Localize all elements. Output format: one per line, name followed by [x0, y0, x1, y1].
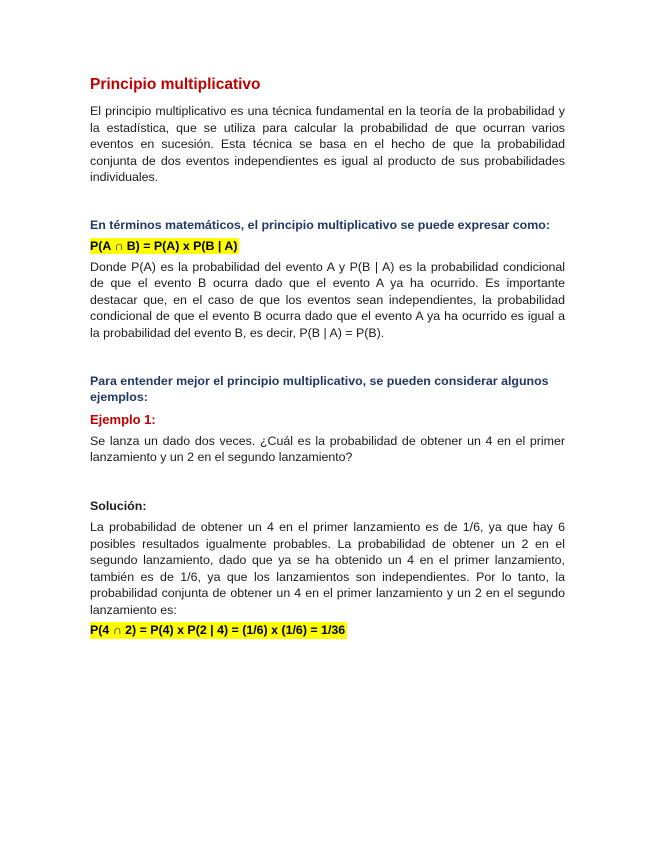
solution-paragraph: La probabilidad de obtener un 4 en el primer lanzamiento es de 1/6, ya que hay 6 posibles resultados igualmente probables. La probabilidad de obtener un 2 en el segundo lanzamiento, dado que ya se ha obtenido un 4 en el primer lanzamiento, también es de 1/6, ya que los lanzamientos son independientes. Por lo tanto, la probabilidad conjunta de obtener un 4 en el primer lanzamiento y un 2 en el segundo lanzamiento es: [90, 519, 565, 617]
intro-paragraph: El principio multiplicativo es una técnica fundamental en la teoría de la probabilidad y la estadística, que se utiliza para calcular la probabilidad de que ocurran varios eventos en sucesión. Esta técnica se basa en el hecho de que la probabilidad conjunta de dos eventos independientes es igual al producto de sus probabilidades individuales. [90, 104, 565, 185]
page-title: Principio multiplicativo [90, 76, 261, 93]
formula-general: P(A ∩ B) = P(A) x P(B | A) [90, 238, 238, 253]
formula-example: P(4 ∩ 2) = P(4) x P(2 | 4) = (1/6) x (1/6) = 1/36 [90, 623, 346, 638]
example-1-text: Se lanza un dado dos veces. ¿Cuál es la probabilidad de obtener un 4 en el primer lanzamiento y un 2 en el segundo lanzamiento? [90, 433, 565, 465]
examples-heading: Para entender mejor el principio multiplicativo, se pueden considerar algunos ejemplos: [90, 373, 549, 405]
explanation-paragraph: Donde P(A) es la probabilidad del evento A y P(B | A) es la probabilidad condicional de que el evento B ocurra dado que el evento A ya ha ocurrido. Es importante destacar que, en el caso de que los eventos sean independientes, la probabilidad condicional de que el evento B ocurra dado que el evento A ya ha ocurrido es igual a la probabilidad del evento B, es decir, P(B | A) = P(B). [90, 259, 565, 340]
math-heading: En términos matemáticos, el principio multiplicativo se puede expresar como: [90, 217, 550, 232]
solution-heading: Solución: [90, 498, 147, 513]
example-1-title: Ejemplo 1: [90, 411, 156, 427]
